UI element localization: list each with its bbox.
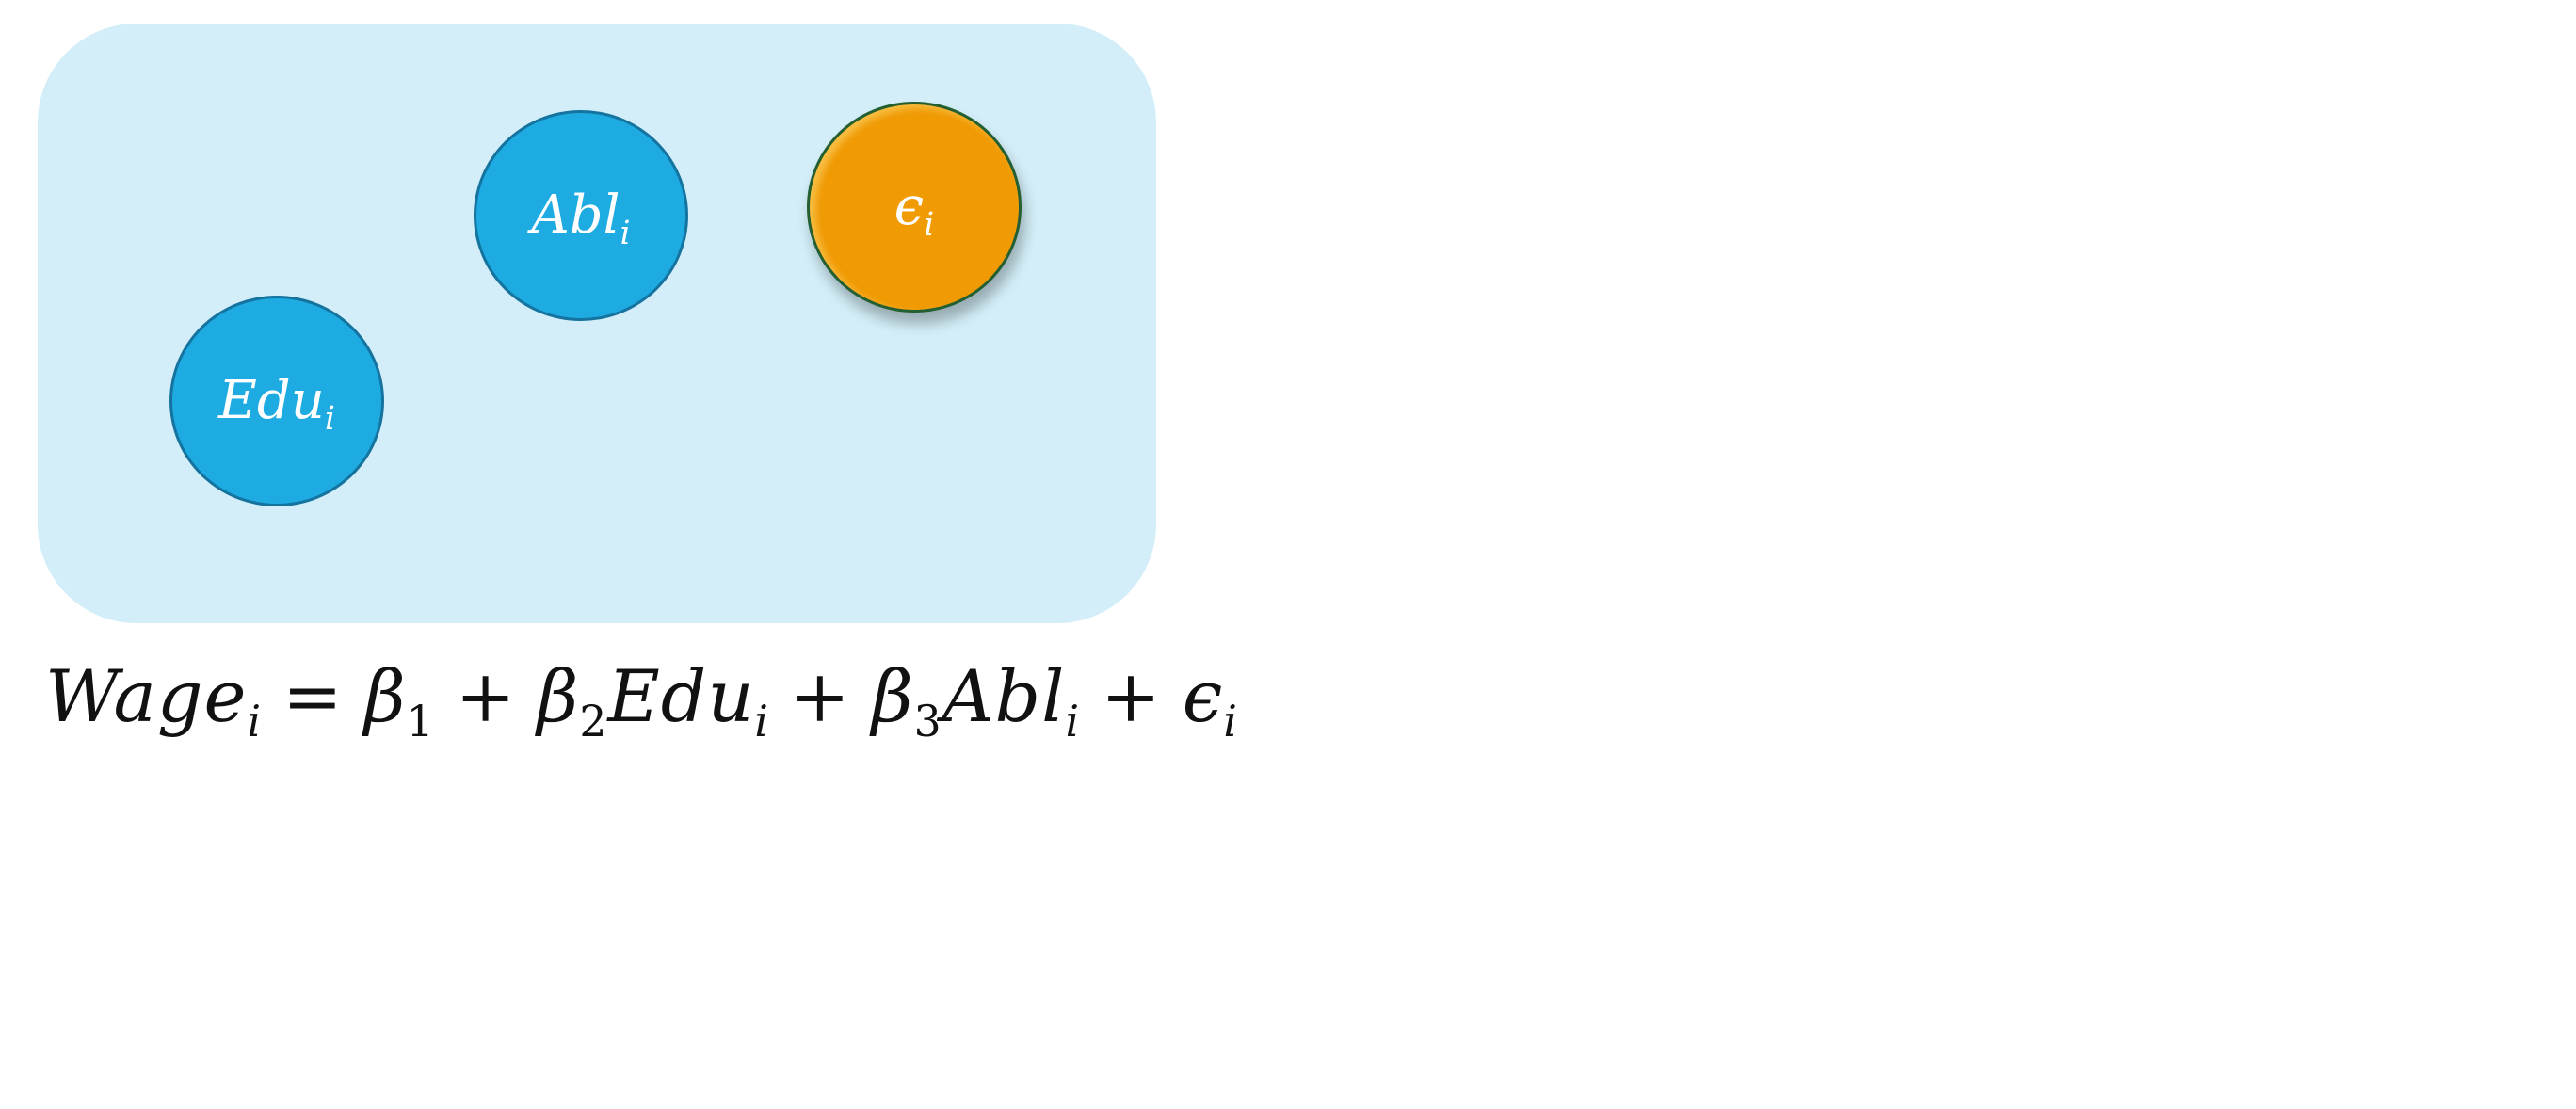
eq-beta-1: $\beta_1$: [363, 654, 435, 747]
eq-beta-2: $\beta_2$: [537, 654, 608, 747]
edu-node-label: Edu$_i$: [218, 370, 335, 439]
eq-epsilon: $\epsilon_i$: [1182, 654, 1238, 747]
eq-wage: Wage$_i$: [45, 654, 263, 747]
eq-equals: =: [282, 654, 344, 738]
eq-beta-3: $\beta_3$: [871, 654, 942, 747]
abl-node-label: Abl$_i$: [531, 185, 631, 253]
edu-node: [169, 296, 384, 506]
eq-plus-3: +: [1101, 654, 1162, 738]
wage-equation: [45, 653, 1238, 747]
eq-abl: Abl$_i$: [942, 654, 1081, 747]
eq-edu: Edu$_i$: [607, 654, 769, 747]
epsilon-node: [807, 102, 1022, 313]
abl-node: [474, 110, 688, 321]
eq-plus-1: +: [455, 654, 517, 738]
epsilon-node-label: $\epsilon_i$: [894, 176, 935, 245]
eq-plus-2: +: [790, 654, 851, 738]
